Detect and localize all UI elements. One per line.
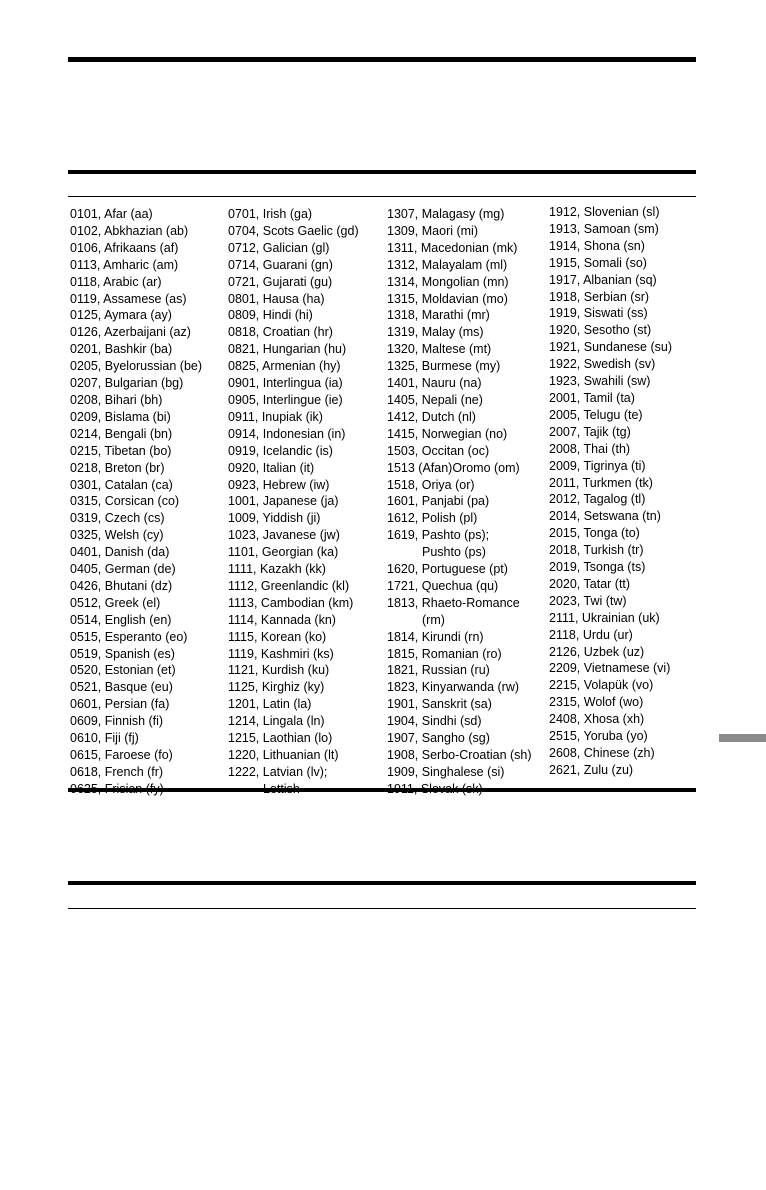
- language-entry: 1922, Swedish (sv): [549, 357, 656, 372]
- language-entry: 1318, Marathi (mr): [387, 308, 490, 323]
- language-entry: 0215, Tibetan (bo): [70, 443, 172, 458]
- language-entry: 1918, Serbian (sr): [549, 289, 650, 304]
- language-entry: 0126, Azerbaijani (az): [70, 325, 191, 340]
- language-entry: 0905, Interlingue (ie): [228, 392, 343, 407]
- language-entry: 0301, Catalan (ca): [70, 477, 173, 492]
- language-entry: 1125, Kirghiz (ky): [228, 680, 325, 695]
- language-entry: 0207, Bulgarian (bg): [70, 376, 184, 391]
- language-column-2: [228, 206, 359, 798]
- language-entry: 1215, Laothian (lo): [228, 731, 333, 746]
- language-entry: 0818, Croatian (hr): [228, 325, 333, 340]
- top-rule: [68, 57, 696, 62]
- language-entry: 1620, Portuguese (pt): [387, 562, 508, 577]
- language-entry: 0515, Esperanto (eo): [70, 629, 188, 644]
- language-entry: 0214, Bengali (bn): [70, 426, 173, 441]
- language-entry: 0615, Faroese (fo): [70, 748, 173, 762]
- language-entry: 0714, Guarani (gn): [228, 257, 333, 272]
- language-entry: 1415, Norwegian (no): [387, 426, 508, 441]
- language-entry: 1009, Yiddish (ji): [228, 511, 321, 526]
- language-entry: 2007, Tajik (tg): [549, 424, 631, 439]
- language-entry: 0618, French (fr): [70, 764, 164, 779]
- lower-thin-rule: [68, 908, 696, 909]
- language-entry: 1907, Sangho (sg): [387, 731, 490, 746]
- language-column-4: [549, 204, 672, 779]
- language-entry: 1814, Kirundi (rn): [387, 629, 484, 644]
- language-entry: 2621, Zulu (zu): [549, 762, 634, 777]
- language-entry: 0218, Breton (br): [70, 460, 165, 475]
- language-entry: 1912, Slovenian (sl): [549, 205, 660, 219]
- lower-rule-1: [68, 788, 696, 792]
- language-entry: 2005, Telugu (te): [549, 407, 643, 422]
- language-entry: 1823, Kinyarwanda (rw): [387, 680, 520, 695]
- language-entry: 2023, Twi (tw): [549, 593, 627, 608]
- language-entry: 2019, Tsonga (ts): [549, 560, 646, 575]
- language-entry: 1901, Sanskrit (sa): [387, 697, 492, 712]
- language-column-1: [70, 206, 202, 798]
- language-entry: 2009, Tigrinya (ti): [549, 458, 646, 473]
- language-entry: 1315, Moldavian (mo): [387, 291, 508, 306]
- language-entry: 1405, Nepali (ne): [387, 392, 483, 407]
- language-entry: 1214, Lingala (ln): [228, 714, 325, 729]
- language-entry: 0721, Gujarati (gu): [228, 274, 333, 289]
- language-entry: 1114, Kannada (kn): [228, 612, 336, 627]
- language-entry: 1309, Maori (mi): [387, 223, 478, 238]
- language-entry: 1909, Singhalese (si): [387, 764, 505, 779]
- table-top-rule: [68, 196, 696, 197]
- language-entry: 0901, Interlingua (ia): [228, 376, 343, 391]
- language-entry: 2014, Setswana (tn): [549, 509, 661, 524]
- language-entry: 1919, Siswati (ss): [549, 306, 648, 321]
- language-entry: 1101, Georgian (ka): [228, 545, 339, 560]
- language-entry: 1113, Cambodian (km): [228, 595, 354, 610]
- language-entry: 0911, Inupiak (ik): [228, 409, 323, 424]
- section-rule: [68, 170, 696, 174]
- language-entry: 2608, Chinese (zh): [549, 746, 655, 760]
- language-entry: 1319, Malay (ms): [387, 325, 484, 340]
- language-entry: 0401, Danish (da): [70, 545, 170, 560]
- language-entry: 0801, Hausa (ha): [228, 291, 325, 306]
- language-column-3: [387, 206, 532, 798]
- language-entry: 1921, Sundanese (su): [549, 340, 673, 355]
- language-entry: 0712, Galician (gl): [228, 240, 330, 255]
- language-entry: 1001, Japanese (ja): [228, 494, 339, 509]
- language-entry: 1401, Nauru (na): [387, 376, 482, 391]
- language-entry: 0923, Hebrew (iw): [228, 477, 330, 492]
- language-entry-continuation: (rm): [422, 612, 445, 627]
- language-entry: 0205, Byelorussian (be): [70, 359, 203, 374]
- language-entry: 0920, Italian (it): [228, 460, 315, 475]
- language-entry: 0919, Icelandic (is): [228, 443, 333, 458]
- language-entry: 2408, Xhosa (xh): [549, 712, 645, 727]
- language-entry: 1914, Shona (sn): [549, 238, 645, 253]
- language-entry: 0209, Bislama (bi): [70, 409, 171, 424]
- language-entry: 1612, Polish (pl): [387, 511, 478, 526]
- language-entry: 2118, Urdu (ur): [549, 627, 633, 642]
- language-entry: 1115, Korean (ko): [228, 629, 327, 644]
- language-entry: 0521, Basque (eu): [70, 680, 173, 695]
- language-entry: 1721, Quechua (qu): [387, 578, 499, 593]
- language-entry: 1311, Macedonian (mk): [387, 240, 518, 255]
- language-entry: 1023, Javanese (jw): [228, 528, 340, 543]
- language-entry: 0701, Irish (ga): [228, 207, 313, 221]
- language-entry: 1821, Russian (ru): [387, 663, 490, 678]
- language-entry: 0319, Czech (cs): [70, 511, 165, 526]
- language-entry: 2012, Tagalog (tl): [549, 492, 646, 507]
- language-entry: 2315, Wolof (wo): [549, 695, 644, 710]
- language-entry: 1312, Malayalam (ml): [387, 257, 508, 272]
- language-entry: 1121, Kurdish (ku): [228, 663, 330, 678]
- language-entry: 2015, Tonga (to): [549, 526, 640, 541]
- language-entry: 1923, Swahili (sw): [549, 374, 651, 389]
- section-index-tab: [719, 734, 766, 742]
- language-entry: 2018, Turkish (tr): [549, 543, 644, 558]
- language-entry: 0315, Corsican (co): [70, 494, 180, 509]
- language-entry: 0106, Afrikaans (af): [70, 240, 179, 255]
- language-entry: 2001, Tamil (ta): [549, 390, 635, 405]
- language-entry: 1412, Dutch (nl): [387, 409, 476, 424]
- language-entry: 1815, Romanian (ro): [387, 646, 502, 661]
- language-entry: 0119, Assamese (as): [70, 291, 187, 306]
- language-entry: 0914, Indonesian (in): [228, 426, 346, 441]
- language-entry: 0125, Aymara (ay): [70, 308, 172, 323]
- language-entry: 0609, Finnish (fi): [70, 714, 164, 729]
- language-entry: 0825, Armenian (hy): [228, 359, 341, 374]
- language-entry: 2111, Ukrainian (uk): [549, 610, 660, 625]
- language-entry: 0426, Bhutani (dz): [70, 578, 173, 593]
- lower-rule-2: [68, 881, 696, 885]
- language-entry: 0704, Scots Gaelic (gd): [228, 223, 359, 238]
- language-entry: 1619, Pashto (ps);: [387, 528, 490, 543]
- language-entry: 1813, Rhaeto-Romance: [387, 595, 520, 610]
- language-entry: 0519, Spanish (es): [70, 646, 175, 661]
- language-entry: 2020, Tatar (tt): [549, 576, 631, 591]
- language-entry: 1913, Samoan (sm): [549, 221, 659, 236]
- language-entry: 1601, Panjabi (pa): [387, 494, 490, 509]
- language-entry: 0405, German (de): [70, 562, 176, 577]
- language-entry: 1513 (Afan)Oromo (om): [387, 460, 520, 475]
- language-entry: 1314, Mongolian (mn): [387, 274, 509, 289]
- language-entry: 1111, Kazakh (kk): [228, 562, 326, 577]
- language-entry: 0821, Hungarian (hu): [228, 342, 347, 357]
- language-entry: 0520, Estonian (et): [70, 663, 176, 678]
- language-entry: 1920, Sesotho (st): [549, 323, 652, 338]
- language-entry: 0610, Fiji (fj): [70, 731, 139, 746]
- language-entry: 2209, Vietnamese (vi): [549, 661, 671, 676]
- language-entry: 1325, Burmese (my): [387, 359, 501, 374]
- language-entry: 0512, Greek (el): [70, 595, 161, 610]
- language-entry: 0601, Persian (fa): [70, 697, 170, 712]
- language-entry: 0101, Afar (aa): [70, 207, 153, 221]
- language-entry: 1201, Latin (la): [228, 697, 312, 712]
- language-entry: 0514, English (en): [70, 612, 172, 627]
- language-entry: 2215, Volapük (vo): [549, 678, 654, 693]
- language-entry: 1915, Somali (so): [549, 255, 647, 270]
- language-entry: 1320, Maltese (mt): [387, 342, 492, 357]
- language-entry: 1307, Malagasy (mg): [387, 207, 505, 221]
- language-entry: 1112, Greenlandic (kl): [228, 578, 350, 593]
- language-entry: 1220, Lithuanian (lt): [228, 748, 339, 762]
- language-entry: 1917, Albanian (sq): [549, 272, 657, 287]
- language-entry: 1222, Latvian (lv);: [228, 764, 328, 779]
- language-entry: 1518, Oriya (or): [387, 477, 475, 492]
- language-entry: 0208, Bihari (bh): [70, 392, 163, 407]
- language-entry: 1908, Serbo-Croatian (sh): [387, 748, 532, 762]
- language-entry: 0102, Abkhazian (ab): [70, 223, 189, 238]
- language-entry: 0201, Bashkir (ba): [70, 342, 173, 357]
- language-entry: 2515, Yoruba (yo): [549, 729, 648, 744]
- language-entry: 2011, Turkmen (tk): [549, 475, 653, 490]
- language-entry: 1904, Sindhi (sd): [387, 714, 482, 729]
- language-entry: 2126, Uzbek (uz): [549, 644, 645, 659]
- language-entry: 0113, Amharic (am): [70, 257, 179, 272]
- language-entry: 0118, Arabic (ar): [70, 274, 162, 289]
- language-entry: 2008, Thai (th): [549, 441, 631, 456]
- language-entry-continuation: Pushto (ps): [422, 545, 486, 560]
- language-entry: 0325, Welsh (cy): [70, 528, 164, 543]
- language-entry: 0809, Hindi (hi): [228, 308, 313, 323]
- language-entry: 1119, Kashmiri (ks): [228, 646, 334, 661]
- language-entry: 1503, Occitan (oc): [387, 443, 490, 458]
